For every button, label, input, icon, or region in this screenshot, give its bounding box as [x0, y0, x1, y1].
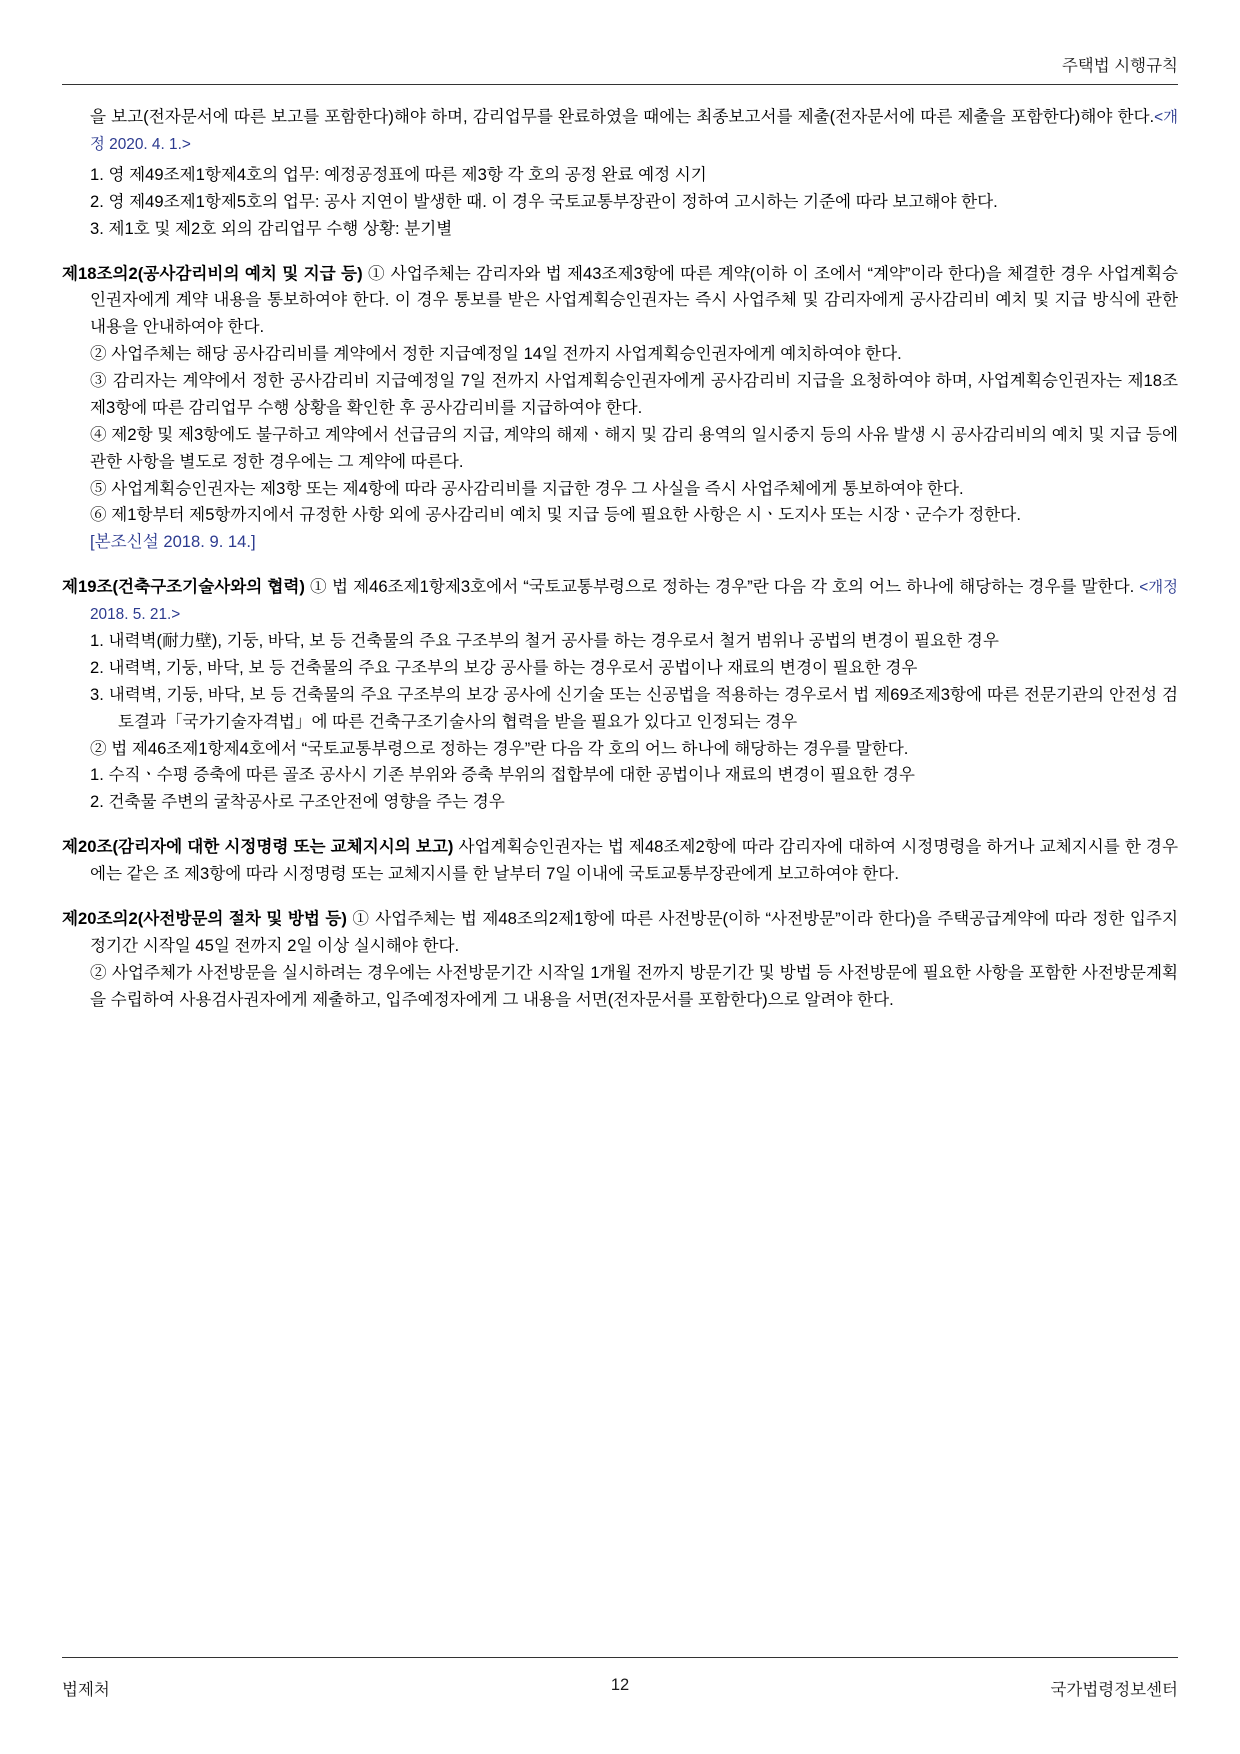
- footer-page-number: 12: [610, 1676, 630, 1694]
- list-item: 1. 수직ㆍ수평 증축에 따른 골조 공사시 기존 부위와 증축 부위의 접합부에 대한 공법이나 재료의 변경이 필요한 경우: [90, 765, 915, 785]
- article-19-title: 제19조(건축구조기술사와의 협력): [62, 577, 305, 597]
- spacer: [62, 560, 1178, 574]
- article-20-p1: 사업계획승인권자는 법 제48조제2항에 따라 감리자에 대하여 시정명령을 하거나 교체지시를 한 경우에는 같은 조 제3항에 따라 시정명령 또는 교체지시를 한 날부터 7일 이내에 국토교통부장관에게 보고하여야 한다.: [90, 837, 1178, 884]
- list-item: 2. 영 제49조제1항제5호의 업무: 공사 지연이 발생한 때. 이 경우 국토교통부장관이 정하여 고시하는 기준에 따라 보고해야 한다.: [90, 191, 998, 211]
- list-item: 3. 내력벽, 기둥, 바닥, 보 등 건축물의 주요 구조부의 보강 공사에 신기술 또는 신공법을 적용하는 경우로서 법 제69조제3항에 따른 전문기관의 안전성 검토결과「국가기술자격법」에 따른 건축구조기술사의 협력을 받을 필요가 있다고 인정되는 경우: [90, 684, 1178, 731]
- header-divider: [62, 84, 1178, 85]
- article-18-2-p6: ⑥ 제1항부터 제5항까지에서 규정한 사항 외에 공사감리비 예치 및 지급 등에 필요한 사항은 시ㆍ도지사 또는 시장ㆍ군수가 정한다.: [90, 505, 1021, 525]
- article-18-2-first-paragraph: [62, 261, 1178, 342]
- footer-right-label: 국가법령정보센터: [1050, 1681, 1178, 1699]
- article-18-2-p2: ② 사업주체는 해당 공사감리비를 계약에서 정한 지급예정일 14일 전까지 사업계획승인권자에게 예치하여야 한다.: [90, 344, 902, 364]
- continued-paragraph: [62, 104, 1178, 158]
- article-18-2-p4: ④ 제2항 및 제3항에도 불구하고 계약에서 선급금의 지급, 계약의 해제ㆍ해지 및 감리 용역의 일시중지 등의 사유 발생 시 공사감리비의 예치 및 지급 등에 관한 사항을 별도로 정한 경우에는 그 계약에 따른다.: [90, 424, 1178, 471]
- article-20-2-p2: ② 사업주체가 사전방문을 실시하려는 경우에는 사전방문기간 시작일 1개월 전까지 방문기간 및 방법 등 사전방문에 필요한 사항을 포함한 사전방문계획을 수립하여 사용검사권자에게 제출하고, 입주예정자에게 그 내용을 서면(전자문서를 포함한다)으로 알려야 한다.: [90, 962, 1178, 1009]
- article-19: [62, 574, 1178, 816]
- continued-body: 을 보고(전자문서에 따른 보고를 포함한다)해야 하며, 감리업무를 완료하였을 때에는 최종보고서를 제출(전자문서에 따른 제출을 포함한다)해야 한다.: [90, 107, 1155, 126]
- article-18-2-p5: ⑤ 사업계획승인권자는 제3항 또는 제4항에 따라 공사감리비를 지급한 경우 그 사실을 즉시 사업주체에게 통보하여야 한다.: [90, 478, 964, 498]
- article-19-p2: ② 법 제46조제1항제4호에서 “국토교통부령으로 정하는 경우”란 다음 각 호의 어느 하나에 해당하는 경우를 말한다.: [90, 738, 909, 758]
- article-18-2-note: [본조신설 2018. 9. 14.]: [90, 532, 256, 552]
- article-18-2: [62, 261, 1178, 557]
- article-19-first-paragraph: [62, 574, 1178, 628]
- list-item: 2. 내력벽, 기둥, 바닥, 보 등 건축물의 주요 구조부의 보강 공사를 하는 경우로서 공법이나 재료의 변경이 필요한 경우: [90, 657, 918, 677]
- footer-left-label: 법제처: [62, 1681, 110, 1699]
- document-body: [62, 104, 1178, 1017]
- article-18-2-p3: ③ 감리자는 계약에서 정한 공사감리비 지급예정일 7일 전까지 사업계획승인권자에게 공사감리비 지급을 요청하여야 하며, 사업계획승인권자는 제18조제3항에 따른 감리업무 수행 상황을 확인한 후 공사감리비를 지급하여야 한다.: [90, 371, 1178, 417]
- article-20-first-paragraph: [62, 834, 1178, 888]
- page-header: [62, 52, 1178, 76]
- list-item: 1. 내력벽(耐力壁), 기둥, 바닥, 보 등 건축물의 주요 구조부의 철거 공사를 하는 경우로서 철거 범위나 공법의 변경이 필요한 경우: [90, 631, 999, 651]
- list-item: 3. 제1호 및 제2호 외의 감리업무 수행 상황: 분기별: [90, 218, 453, 238]
- page-footer: [62, 1676, 1178, 1706]
- list-item: 1. 영 제49조제1항제4호의 업무: 예정공정표에 따른 제3항 각 호의 공정 완료 예정 시기: [90, 164, 707, 184]
- article-20-2-p1: ① 사업주체는 법 제48조의2제1항에 따른 사전방문(이하 “사전방문”이라 한다)을 주택공급계약에 따라 정한 입주지정기간 시작일 45일 전까지 2일 이상 실시해야 한다.: [90, 908, 1178, 955]
- continued-amend: <개정 2020. 4. 1.>: [90, 109, 1178, 153]
- continued-text: [62, 104, 1178, 158]
- article-18-2-title: 제18조의2(공사감리비의 예치 및 지급 등): [62, 263, 363, 283]
- footer-divider: [62, 1657, 1178, 1658]
- article-20-2-title: 제20조의2(사전방문의 절차 및 방법 등): [62, 908, 347, 928]
- article-19-p1: ① 법 제46조제1항제3호에서 “국토교통부령으로 정하는 경우”란 다음 각 호의 어느 하나에 해당하는 경우를 말한다.: [309, 577, 1135, 597]
- article-20-title: 제20조(감리자에 대한 시정명령 또는 교체지시의 보고): [62, 837, 454, 857]
- article-19-amend: <개정 2018. 5. 21.>: [90, 579, 1178, 624]
- article-20: [62, 834, 1178, 888]
- article-18-2-p1: ① 사업주체는 감리자와 법 제43조제3항에 따른 계약(이하 이 조에서 “계약”이라 한다)을 체결한 경우 사업계획승인권자에게 계약 내용을 통보하여야 한다. 이 경우 통보를 받은 사업계획승인권자는 즉시 사업주체 및 감리자에게 공사감리비 예치 및 지급 방식에 관한 내용을 안내하여야 한다.: [90, 263, 1178, 337]
- list-item: 2. 건축물 주변의 굴착공사로 구조안전에 영향을 주는 경우: [90, 792, 505, 812]
- header-title: 주택법 시행규칙: [1061, 57, 1178, 75]
- article-20-2-first-paragraph: [62, 906, 1178, 960]
- spacer: [62, 820, 1178, 834]
- spacer: [62, 247, 1178, 261]
- spacer: [62, 892, 1178, 906]
- continued-items: [62, 162, 1178, 243]
- article-20-2: [62, 906, 1178, 1014]
